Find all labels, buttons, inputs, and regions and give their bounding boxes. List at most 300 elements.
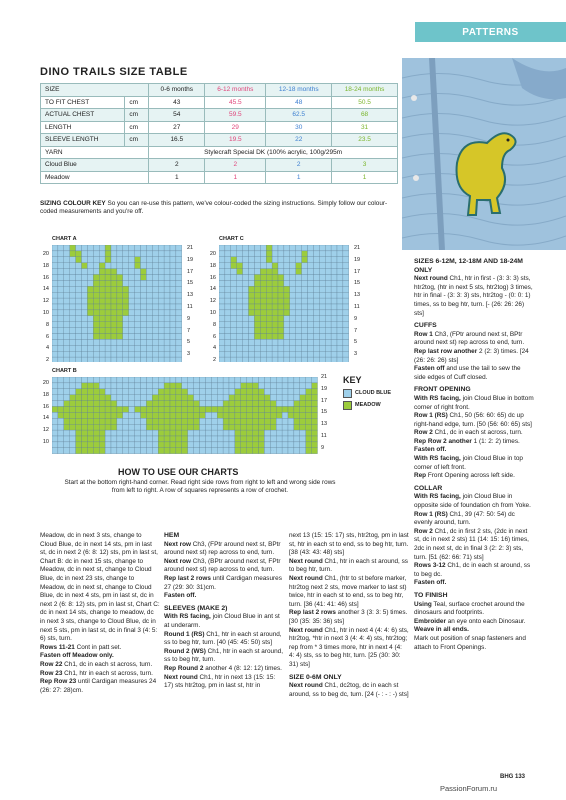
chart-cell [99,322,105,328]
chart-cell [58,339,64,345]
chart-cell [99,269,105,275]
chart-cell [337,292,343,298]
chart-cell [300,389,306,395]
chart-cell [272,345,278,351]
chart-cell [249,339,255,345]
axis-label: 16 [209,274,216,281]
chart-cell [260,351,266,357]
chart-cell [93,383,99,389]
chart-cell [313,298,319,304]
chart-cell [164,395,170,401]
chart-cell [64,304,70,310]
chart-cell [211,377,217,383]
chart-cell [52,263,58,269]
chart-cell [76,334,82,340]
chart-cell [58,412,64,418]
chart-cell [278,269,284,275]
chart-cell [219,316,225,322]
chart-cell [58,448,64,454]
chart-cell [284,292,290,298]
chart-cell [158,275,164,281]
chart-cell [241,448,247,454]
chart-cell [243,351,249,357]
instruction-lead: Next round [414,275,448,283]
chart-cell [64,292,70,298]
chart-cell [76,383,82,389]
chart-cell [223,424,229,430]
chart-cell [225,351,231,357]
chart-cell [123,245,129,251]
chart-cell [170,351,176,357]
chart-cell [158,304,164,310]
chart-cell [337,322,343,328]
chart-cell [182,407,188,413]
instruction-lead: With RS facing, [164,613,211,621]
chart-cell [64,339,70,345]
chart-cell [164,275,170,281]
chart-cell [52,316,58,322]
chart-cell [93,263,99,269]
chart-cell [99,328,105,334]
chart-cell [272,257,278,263]
chart-cell [99,448,105,454]
chart-cell [141,328,147,334]
chart-cell [313,251,319,257]
chart-cell [82,257,88,263]
chart-cell [146,334,152,340]
chart-cell [93,251,99,257]
chart-cell [296,345,302,351]
chart-cell [170,322,176,328]
chart-cell [135,269,141,275]
chart-cell [284,275,290,281]
chart-cell [296,251,302,257]
chart-cell [337,334,343,340]
chart-cell [111,383,117,389]
chart-cell [278,275,284,281]
chart-cell [170,424,176,430]
chart-cell [188,389,194,395]
instruction-lead: With RS facing, [414,394,461,402]
chart-cell [260,316,266,322]
chart-cell [302,339,308,345]
chart-cell [64,263,70,269]
chart-cell [300,395,306,401]
chart-cell [111,339,117,345]
chart-cell [64,395,70,401]
chart-cell [105,304,111,310]
instruction-text: Ch1, dc in each st across, turn. [432,429,523,437]
chart-cell [152,430,158,436]
chart-cell [217,377,223,383]
chart-cell [176,424,182,430]
chart-cell [141,316,147,322]
chart-cell [135,304,141,310]
chart-cell [325,257,331,263]
chart-b-grid [52,377,318,459]
chart-cell [223,377,229,383]
chart-cell [176,334,182,340]
chart-cell [266,257,272,263]
chart-cell [105,286,111,292]
axis-label: 8 [212,321,216,328]
chart-cell [325,292,331,298]
chart-cell [182,412,188,418]
chart-cell [93,345,99,351]
chart-cell [241,407,247,413]
chart-cell [176,339,182,345]
chart-cell [319,351,325,357]
instruction-lead: Next round [164,673,198,681]
sizing-colour-key: SIZING COLOUR KEY So you can re-use this pattern, we've colour-coded the sizing instructions. Simply follow our colour-coded measurements and you're off. [40,200,388,216]
chart-cell [123,448,129,454]
chart-cell [58,430,64,436]
chart-cell [312,424,318,430]
chart-cell [319,263,325,269]
chart-cell [270,377,276,383]
axis-label: 4 [45,345,49,352]
chart-cell [276,407,282,413]
chart-cell [319,316,325,322]
chart-cell [141,395,147,401]
chart-cell [264,412,270,418]
chart-cell [231,334,237,340]
instructions-right-column [414,258,534,652]
chart-cell [306,407,312,413]
chart-cell [135,286,141,292]
axis-label: 2 [212,357,216,364]
chart-cell [141,298,147,304]
chart-cell [249,245,255,251]
chart-a-grid [52,245,182,367]
chart-cell [52,383,58,389]
chart-cell [337,351,343,357]
chart-cell [223,412,229,418]
chart-cell [82,345,88,351]
chart-cell [235,412,241,418]
instruction-text: Ch1, 50 (56: 60: 65) dc up right-hand edge, turn. [50 (56: 60: 65) sts] [414,412,532,428]
chart-cell [200,424,206,430]
chart-cell [253,401,259,407]
chart-cell [158,395,164,401]
instruction-lead: Rep last 2 rows [164,574,211,582]
chart-cell [129,263,135,269]
chart-cell [253,377,259,383]
table-row: TO FIT CHEST cm 43 45.5 48 50.5 [41,96,398,109]
chart-cell [70,339,76,345]
chart-cell [152,448,158,454]
chart-cell [135,292,141,298]
instruction-lead: Rep last 2 rows [289,609,336,617]
chart-cell [52,328,58,334]
axis-label: 21 [187,245,194,251]
chart-cell [260,304,266,310]
chart-cell [87,448,93,454]
chart-cell [105,424,111,430]
chart-cell [70,424,76,430]
chart-cell [158,269,164,275]
chart-cell [253,436,259,442]
chart-cell [325,298,331,304]
chart-cell [152,345,158,351]
chart-cell [217,424,223,430]
chart-cell [266,310,272,316]
chart-cell [290,286,296,292]
chart-cell [231,286,237,292]
chart-cell [87,286,93,292]
chart-cell [87,275,93,281]
chart-cell [217,412,223,418]
chart-cell [93,395,99,401]
chart-cell [188,412,194,418]
chart-cell [225,245,231,251]
axis-label: 11 [321,433,327,439]
instruction-text: join Cloud Blue in ant st at underarm. [164,613,280,629]
chart-cell [296,280,302,286]
chart-cell [266,322,272,328]
chart-cell [141,251,147,257]
chart-cell [264,448,270,454]
chart-cell [260,245,266,251]
chart-cell [219,251,225,257]
chart-cell [254,257,260,263]
chart-cell [170,442,176,448]
chart-cell [308,275,314,281]
chart-cell [308,304,314,310]
chart-cell [254,328,260,334]
chart-cell [337,257,343,263]
instruction-line [414,601,534,618]
chart-cell [93,351,99,357]
chart-cell [308,263,314,269]
chart-cell [270,395,276,401]
chart-cell [243,292,249,298]
chart-cell [105,328,111,334]
chart-cell [58,407,64,413]
chart-cell [272,263,278,269]
chart-cell [141,280,147,286]
instructions-column-2 [164,532,284,691]
chart-cell [105,345,111,351]
chart-cell [146,322,152,328]
chart-cell [288,407,294,413]
chart-cell [117,322,123,328]
instruction-text: Ch1, htr in next 4 (4: 4: 6) sts, htr2tog, *htr in next 3 (4: 4: 4) sts, htr2tog; rep from * 3 times more, htr in next 4 (4: 4: 4) sts, ss to beg htr, turn. [25 (30: 30: 31) sts] [289,626,409,668]
chart-cell [129,251,135,257]
chart-cell [259,436,265,442]
chart-cell [282,401,288,407]
chart-cell [170,316,176,322]
chart-cell [93,412,99,418]
chart-cell [241,377,247,383]
chart-cell [259,407,265,413]
chart-cell [111,424,117,430]
chart-cell [117,280,123,286]
chart-cell [105,430,111,436]
table-row: SIZE 0-6 months 6-12 months 12-18 months 18-24 months [41,84,398,97]
chart-cell [152,286,158,292]
chart-cell [260,280,266,286]
chart-cell [87,328,93,334]
chart-cell [76,322,82,328]
chart-cell [70,269,76,275]
chart-cell [117,263,123,269]
chart-cell [331,351,337,357]
chart-cell [111,357,117,362]
chart-cell [272,286,278,292]
chart-cell [82,430,88,436]
chart-cell [117,269,123,275]
chart-cell [123,257,129,263]
chart-cell [152,357,158,362]
chart-cell [249,334,255,340]
chart-cell [111,245,117,251]
chart-cell [52,389,58,395]
chart-cell [129,245,135,251]
chart-cell [64,407,70,413]
chart-cell [237,298,243,304]
chart-cell [200,418,206,424]
chart-cell [123,442,129,448]
chart-cell [111,304,117,310]
axis-label: 9 [354,315,358,322]
axis-label: 21 [354,245,361,251]
chart-cell [141,389,147,395]
chart-cell [290,257,296,263]
chart-cell [278,316,284,322]
chart-cell [237,251,243,257]
chart-cell [105,401,111,407]
chart-cell [135,436,141,442]
instruction-lead: Round 2 (WS) [164,647,206,655]
chart-cell [290,251,296,257]
chart-cell [231,328,237,334]
chart-cell [237,339,243,345]
chart-cell [135,418,141,424]
chart-cell [129,389,135,395]
chart-cell [247,377,253,383]
section-heading: SIZE 0-6M ONLY [289,673,342,681]
chart-cell [176,322,182,328]
chart-cell [237,280,243,286]
chart-cell [282,430,288,436]
chart-cell [146,328,152,334]
chart-cell [76,407,82,413]
chart-cell [247,430,253,436]
chart-cell [76,436,82,442]
chart-cell [158,322,164,328]
chart-cell [276,412,282,418]
chart-cell [290,322,296,328]
chart-cell [182,377,188,383]
chart-cell [135,430,141,436]
chart-cell [105,298,111,304]
chart-cell [200,448,206,454]
chart-cell [306,430,312,436]
chart-cell [331,292,337,298]
chart-cell [87,351,93,357]
chart-cell [117,377,123,383]
chart-cell [308,251,314,257]
chart-cell [170,418,176,424]
chart-cell [290,280,296,286]
chart-cell [111,310,117,316]
chart-cell [164,383,170,389]
chart-cell [272,275,278,281]
chart-cell [290,339,296,345]
chart-cell [266,304,272,310]
chart-cell [111,334,117,340]
chart-cell [313,345,319,351]
chart-cell [229,412,235,418]
chart-cell [93,304,99,310]
chart-cell [123,298,129,304]
chart-cell [237,357,243,362]
instruction-line [414,438,534,447]
chart-cell [129,357,135,362]
chart-cell [52,442,58,448]
chart-cell [243,304,249,310]
chart-cell [82,334,88,340]
instruction-lead: Fasten off. [414,446,447,454]
chart-cell [64,251,70,257]
chart-cell [302,316,308,322]
size-table-title: DINO TRAILS SIZE TABLE [40,66,188,78]
chart-cell [82,351,88,357]
chart-cell [223,383,229,389]
chart-cell [296,269,302,275]
chart-cell [105,263,111,269]
chart-cell [223,442,229,448]
instruction-text: Ch1, htr in each st around, ss to beg htr, turn. [40 (45: 45: 50) sts] [164,630,282,647]
chart-cell [296,310,302,316]
chart-cell [76,310,82,316]
chart-cell [253,389,259,395]
chart-cell [105,269,111,275]
chart-cell [319,286,325,292]
chart-cell [282,412,288,418]
chart-cell [135,345,141,351]
chart-cell [313,316,319,322]
instruction-lead: Next row [164,557,191,565]
chart-cell [194,383,200,389]
chart-cell [331,257,337,263]
chart-cell [111,322,117,328]
chart-cell [164,251,170,257]
chart-cell [158,442,164,448]
chart-cell [141,351,147,357]
chart-cell [76,269,82,275]
chart-cell [312,401,318,407]
key-title: KEY [343,375,362,385]
chart-cell [266,328,272,334]
chart-cell [302,292,308,298]
chart-cell [117,316,123,322]
chart-cell [278,304,284,310]
chart-cell [229,430,235,436]
chart-cell [82,245,88,251]
chart-cell [164,389,170,395]
chart-cell [105,257,111,263]
instruction-line [40,652,160,661]
chart-cell [343,292,349,298]
chart-cell [76,275,82,281]
chart-cell [146,280,152,286]
chart-cell [278,251,284,257]
chart-cell [223,430,229,436]
chart-cell [99,263,105,269]
chart-cell [158,383,164,389]
